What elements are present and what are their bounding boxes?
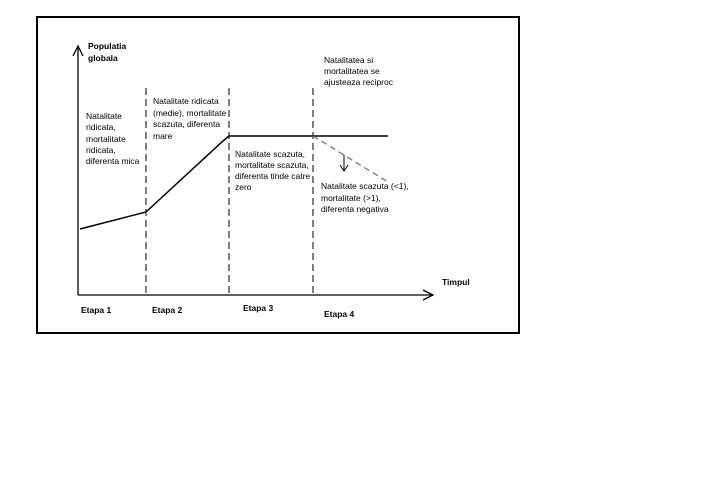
decline-projection	[313, 136, 388, 182]
note-stage3-line3: diferenta tinde catre	[235, 171, 311, 181]
note-stage1-line3: mortalitate	[86, 134, 126, 144]
note-stage2-line3: scazuta, diferenta	[153, 119, 221, 129]
note-stage1-line1: Natalitate	[86, 111, 122, 121]
note-stage1-line5: diferenta mica	[86, 156, 140, 166]
stage-label-3: Etapa 3	[243, 303, 274, 313]
note-stage4-bottom-line2: mortalitate (>1),	[321, 193, 381, 203]
note-stage3-line2: mortalitate scazuta,	[235, 160, 309, 170]
note-stage4-top-line1: Natalitatea si	[324, 55, 374, 65]
note-stage2-line2: (medie), mortalitate	[153, 108, 227, 118]
note-stage1-line2: ridicata,	[86, 122, 116, 132]
note-stage3-line4: zero	[235, 182, 252, 192]
note-stage4-top-line3: ajusteaza reciproc	[324, 77, 393, 87]
y-axis-title-line1: Populatia	[88, 41, 127, 51]
x-axis-title: Timpul	[442, 277, 470, 287]
note-stage4-bottom-line3: diferenta negativa	[321, 204, 389, 214]
note-stage3-line1: Natalitate scazuta,	[235, 149, 305, 159]
stage-label-1: Etapa 1	[81, 305, 112, 315]
note-stage2-line4: mare	[153, 131, 173, 141]
note-stage4-top-line2: mortalitatea se	[324, 66, 380, 76]
stage-label-2: Etapa 2	[152, 305, 183, 315]
note-stage4-bottom-line1: Natalitate scazuta (<1),	[321, 181, 409, 191]
note-stage1-line4: ridicata,	[86, 145, 116, 155]
stage-label-4: Etapa 4	[324, 309, 355, 319]
note-stage2-line1: Natalitate ridicata	[153, 96, 219, 106]
y-axis-title-line2: globala	[88, 53, 118, 63]
